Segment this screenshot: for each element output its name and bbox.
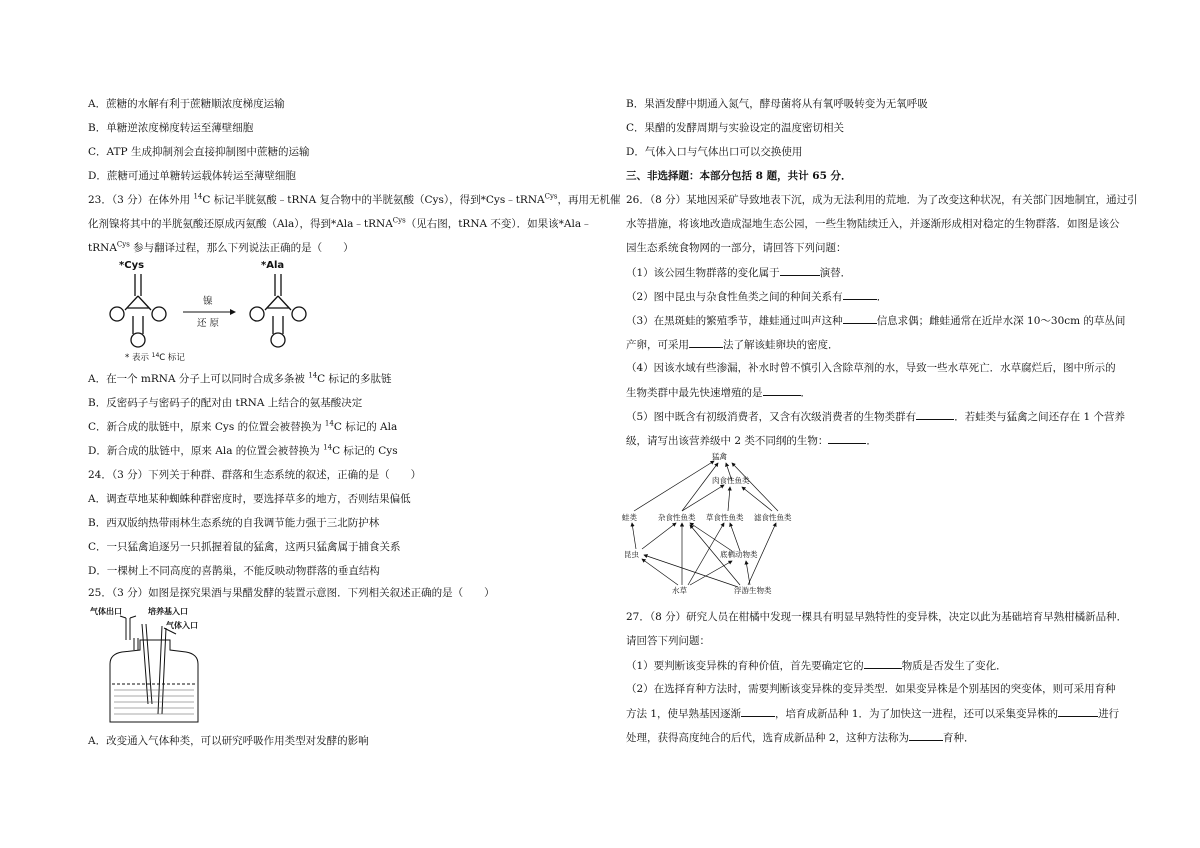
node-water-plant: 水草 [672, 586, 687, 595]
q26-p2-answer-blank[interactable] [843, 289, 877, 300]
q23-stem-line3: tRNA$^{Cys}$ 参与翻译过程，那么下列说法正确的是（ ） [88, 240, 354, 254]
q22-option-c: C．ATP 生成抑制剂会直接抑制图中蔗糖的运输 [88, 146, 310, 158]
q27-p2-answer-blank-1[interactable] [741, 706, 775, 717]
food-web-arrows [632, 461, 778, 587]
q24-option-a: A．调查草地某种蜘蛛种群密度时，要选择草多的地方，否则结果偏低 [88, 493, 411, 505]
q26-part4-line1: （4）因该水域有些渗漏，补水时曾不慎引入含除草剂的水，导致一些水草死亡．水草腐烂后，图中所示的 [626, 362, 1116, 374]
q23-stem-line1: 23．（3 分）在体外用 $^{14}$C 标记半胱氨酸﹣tRNA 复合物中的半胱氨酸（Cys），得到*Cys﹣tRNA$^{Cys}$，再用无机催 [88, 192, 621, 206]
ala-label: *Ala [261, 260, 285, 271]
node-carnivore-fish: 肉食性鱼类 [712, 476, 750, 485]
trna-cys-diagram [110, 274, 166, 347]
node-insect: 昆虫 [624, 550, 639, 559]
q26-part3-line1: （3）在黑斑蛙的繁殖季节，雄蛙通过叫声这种 信息求偶；雌蛙通常在近岸水深 10～30cm 的草丛间 [626, 315, 1126, 327]
q22-option-a: A．蔗糖的水解有利于蔗糖顺浓度梯度运输 [88, 98, 285, 110]
cys-label: *Cys [119, 260, 145, 271]
medium-inlet-label: 培养基入口 [148, 607, 188, 616]
q26-stem-line3: 园生态系统食物网的一部分，请回答下列问题： [626, 242, 847, 254]
node-omnivore-fish: 杂食性鱼类 [658, 513, 696, 522]
q27-part2-line3: 处理，获得高度纯合的后代，选育成新品种 2，这种方法称为 育种． [626, 732, 975, 744]
q26-p3-answer-blank-2[interactable] [689, 337, 723, 348]
q27-p2-answer-blank-2[interactable] [1058, 706, 1098, 717]
section-3-heading: 三、非选择题：本部分包括 8 题，共计 65 分． [626, 170, 852, 182]
q24-stem: 24．（3 分）下列关于种群、群落和生态系统的叙述，正确的是（ ） [88, 469, 422, 481]
q24-option-c: C．一只猛禽追逐另一只抓握着鼠的猛禽，这两只猛禽属于捕食关系 [88, 541, 401, 553]
q26-p3-answer-blank-1[interactable] [843, 313, 877, 324]
node-benthic: 底栖动物类 [720, 550, 758, 559]
trna-figure [105, 256, 345, 364]
q22-option-d: D．蔗糖可通过单糖转运载体转运至薄壁细胞 [88, 170, 296, 182]
q26-part3-line2: 产卵，可采用 法了解该蛙卵块的密度． [626, 339, 839, 351]
q23-option-d: D．新合成的肽链中，原来 Ala 的位置会被替换为 $^{14}$C 标记的 Cys [88, 443, 398, 457]
gas-outlet-label: 气体出口 [90, 607, 122, 616]
q26-part5-line1: （5）图中既含有初级消费者，又含有次级消费者的生物类群有 ．若蛙类与猛禽之间还存在 1 个营养 [626, 411, 1126, 423]
q26-part4-line2: 生物类群中最先快速增殖的是 ． [626, 387, 811, 399]
q25-stem: 25．（3 分）如图是探究果酒与果醋发酵的装置示意图．下列相关叙述正确的是（ ） [88, 587, 495, 599]
q27-p1-answer-blank[interactable] [864, 658, 902, 669]
q22-option-b: B．单糖逆浓度梯度转运至薄壁细胞 [88, 122, 254, 134]
q27-part2-line2: 方法 1，使早熟基因逐渐 ，培育成新品种 1．为了加快这一进程，还可以采集变异株的 进行 [626, 708, 1120, 720]
q26-p4-answer-blank[interactable] [763, 385, 801, 396]
q26-part5-line2: 级，请写出该营养级中 2 类不同纲的生物： ． [626, 435, 877, 447]
figure-note: * 表示 $^{14}$C 标记 [125, 352, 185, 363]
q23-option-b: B．反密码子与密码子的配对由 tRNA 上结合的氨基酸决定 [88, 397, 363, 409]
q26-p1-answer-blank[interactable] [780, 265, 820, 276]
q25-option-b: B．果酒发酵中期通入氮气，酵母菌将从有氧呼吸转变为无氧呼吸 [626, 98, 928, 110]
medium-fill [114, 690, 194, 714]
q27-stem-line2: 请回答下列问题： [626, 635, 710, 647]
node-frog: 蛙类 [622, 513, 637, 522]
node-herbivore-fish: 草食性鱼类 [706, 513, 744, 522]
q26-part2: （2）图中昆虫与杂食性鱼类之间的种间关系有 ． [626, 291, 888, 303]
q25-option-a: A．改变通入气体种类，可以研究呼吸作用类型对发酵的影响 [88, 735, 369, 747]
q26-p5-answer-blank-2[interactable] [828, 433, 866, 444]
arrow-head-icon [230, 309, 236, 315]
q27-part1: （1）要判断该变异株的育种价值，首先要确定它的 物质是否发生了变化． [626, 660, 1007, 672]
q25-option-d: D．气体入口与气体出口可以交换使用 [626, 146, 803, 158]
q26-stem-line1: 26．（8 分）某地因采矿导致地表下沉，成为无法利用的荒地．为了改变这种状况，有关部门因地制宜，通过引 [626, 194, 1138, 206]
q26-p5-answer-blank-1[interactable] [916, 409, 954, 420]
q23-option-a: A．在一个 mRNA 分子上可以同时合成多条被 $^{14}$C 标记的多肽链 [88, 371, 392, 385]
reduce-label: 还 原 [197, 318, 220, 329]
q26-stem-line2: 水等措施，将该地改造成湿地生态公园，一些生物陆续迁入，并逐渐形成相对稳定的生物群落．如图是该公 [626, 218, 1120, 230]
q24-option-b: B．西双版纳热带雨林生态系统的自我调节能力强于三北防护林 [88, 517, 380, 529]
node-plankton: 浮游生物类 [734, 586, 772, 595]
trna-ala-diagram [250, 274, 306, 347]
gas-inlet-label: 气体入口 [166, 621, 198, 630]
q23-stem-line2: 化剂镍将其中的半胱氨酸还原成丙氨酸（Ala），得到*Ala﹣tRNA$^{Cys}$（见右图，tRNA 不变）．如果该*Ala﹣ [88, 216, 592, 230]
q25-option-c: C．果醋的发酵周期与实验设定的温度密切相关 [626, 122, 845, 134]
q24-option-d: D．一棵树上不同高度的喜鹊巢，不能反映动物群落的垂直结构 [88, 565, 380, 577]
fermentation-bottle [110, 616, 198, 722]
q26-part1: （1）该公园生物群落的变化属于 演替． [626, 267, 852, 279]
q27-stem-line1: 27．（8 分）研究人员在柑橘中发现一棵具有明显早熟特性的变异株，决定以此为基础培育早熟柑橘新品种． [626, 611, 1128, 623]
fermentation-apparatus-figure [90, 604, 230, 729]
node-filter-fish: 滤食性鱼类 [754, 513, 792, 522]
q27-p2-answer-blank-3[interactable] [909, 730, 943, 741]
food-web-figure [620, 449, 810, 597]
q27-part2-line1: （2）在选择育种方法时，需要判断该变异株的变异类型．如果变异株是个别基因的突变体，则可采用育种 [626, 683, 1116, 695]
q23-option-c: C．新合成的肽链中，原来 Cys 的位置会被替换为 $^{14}$C 标记的 Ala [88, 419, 398, 433]
nickel-label: 镍 [203, 296, 213, 307]
node-raptor: 猛禽 [712, 452, 727, 461]
